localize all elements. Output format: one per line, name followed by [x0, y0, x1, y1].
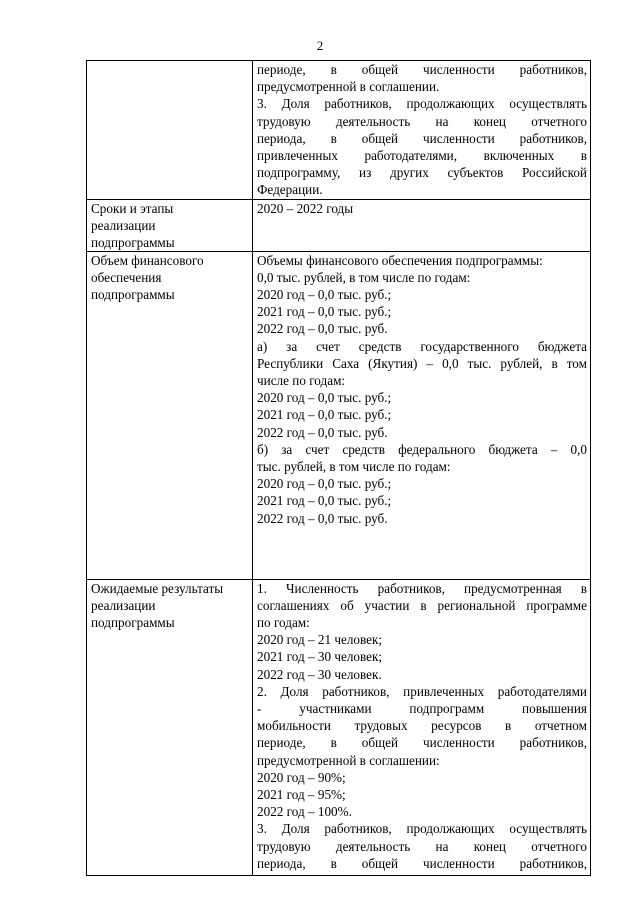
content-line: 2022 год – 0,0 тыс. руб. [257, 424, 388, 440]
row-content-cell [253, 251, 591, 579]
row-label-cell [87, 61, 253, 200]
row-label-line: Сроки и этапы [91, 200, 174, 216]
content-line: мобильности трудовых ресурсов в отчетном [257, 718, 587, 734]
content-line: б) за счет средств федерального бюджета – 0,0 [257, 441, 587, 457]
row-label-cell [87, 251, 253, 579]
row-label-line: обеспечения [91, 269, 162, 285]
row-label-line: подпрограммы [91, 234, 175, 250]
content-line: 2022 год – 0,0 тыс. руб. [257, 321, 388, 337]
table-row-financing [87, 251, 591, 579]
content-line: 3. Доля работников, продолжающих осуществлять [257, 96, 587, 112]
content-line: 3. Доля работников, продолжающих осуществлять [257, 821, 587, 837]
content-line: 2020 год – 0,0 тыс. руб.; [257, 390, 392, 406]
content-line: тыс. рублей, в том числе по годам: [257, 459, 451, 475]
table-row-indicators-continued [87, 61, 591, 200]
content-line: - участниками подпрограмм повышения [257, 701, 587, 717]
content-line: периода, в общей численности работников, [257, 855, 587, 871]
content-line: а) за счет средств государственного бюджета [257, 338, 587, 354]
content-line: числе по годам: [257, 373, 346, 389]
page-number: 2 [316, 38, 324, 53]
row-label-cell [87, 579, 253, 875]
content-line: 2020 год – 0,0 тыс. руб.; [257, 476, 392, 492]
content-line: 2021 год – 0,0 тыс. руб.; [257, 304, 392, 320]
content-line: трудовую деятельность на конец отчетного [257, 838, 587, 854]
table-row-terms [87, 199, 591, 251]
content-line: привлеченных работодателями, включенных в [257, 148, 587, 164]
row-label-line: подпрограммы [91, 286, 175, 302]
row-content-cell [253, 199, 591, 251]
row-label-line: реализации [91, 217, 156, 233]
content-line: по годам: [257, 615, 310, 631]
content-line: периоде, в общей численности работников, [257, 62, 587, 77]
row-label-line: Объем финансового [91, 252, 204, 268]
content-line: соглашениях об участии в региональной программе [257, 597, 587, 613]
content-line: подпрограмму, из других субъектов Российской [257, 165, 587, 181]
content-line: 2020 год – 0,0 тыс. руб.; [257, 287, 392, 303]
content-line: 2022 год – 100%. [257, 804, 352, 820]
content-line: 2021 год – 30 человек; [257, 649, 383, 665]
content-line: 2021 год – 0,0 тыс. руб.; [257, 493, 392, 509]
content-line: 0,0 тыс. рублей, в том числе по годам: [257, 269, 471, 285]
content-line: 2020 год – 90%; [257, 769, 346, 785]
row-label-cell [87, 199, 253, 251]
table-row-expected-results [87, 579, 591, 875]
content-line: предусмотренной в соглашении: [257, 752, 440, 768]
content-line: предусмотренной в соглашении. [257, 79, 440, 95]
content-line: 2021 год – 95%; [257, 787, 346, 803]
content-line: трудовую деятельность на конец отчетного [257, 113, 587, 129]
row-label-line: подпрограммы [91, 614, 175, 630]
content-line: 2020 – 2022 годы [257, 200, 354, 216]
row-label-line: реализации [91, 597, 156, 613]
content-line: 2020 год – 21 человек; [257, 632, 383, 648]
row-content-cell [253, 61, 591, 200]
content-line: 2021 год – 0,0 тыс. руб.; [257, 407, 392, 423]
content-line: 2022 год – 0,0 тыс. руб. [257, 510, 388, 526]
content-line: периоде, в общей численности работников, [257, 735, 587, 751]
content-line: Федерации. [257, 182, 323, 198]
content-line: 2. Доля работников, привлеченных работодателями [257, 683, 587, 699]
content-line: 1. Численность работников, предусмотренная в [257, 580, 587, 596]
subprogram-passport-table [86, 60, 591, 876]
row-content-cell [253, 579, 591, 875]
content-line: Объемы финансового обеспечения подпрограммы: [257, 252, 543, 268]
content-line: Республики Саха (Якутия) – 0,0 тыс. рублей, в том [257, 355, 587, 371]
content-line: периода, в общей численности работников, [257, 130, 587, 146]
row-label-line: Ожидаемые результаты [91, 580, 224, 596]
content-line: 2022 год – 30 человек. [257, 666, 382, 682]
